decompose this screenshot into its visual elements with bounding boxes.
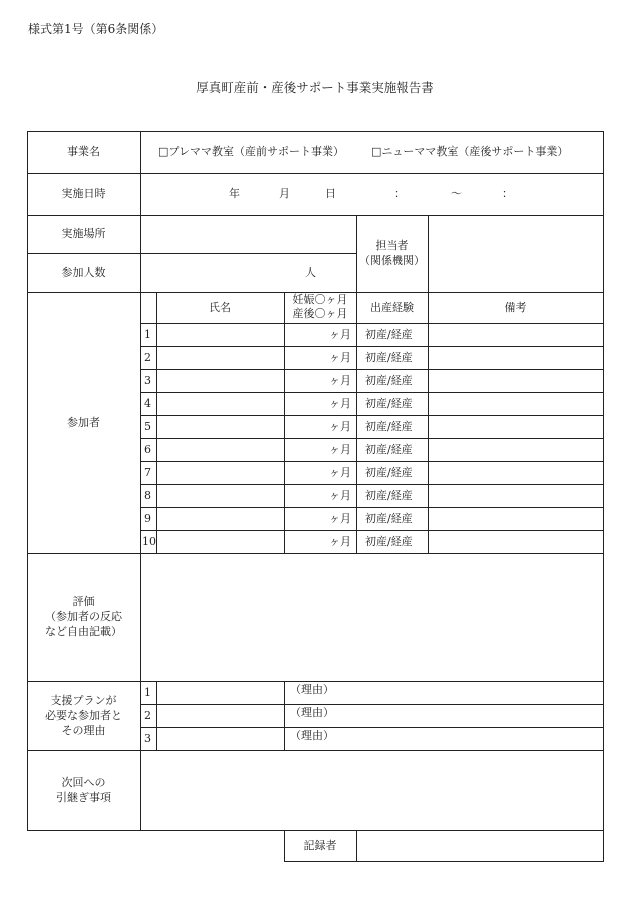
- row-number: 3: [144, 374, 151, 387]
- month-unit: ヶ月: [329, 489, 351, 502]
- birth-experience[interactable]: 初産/経産: [365, 489, 413, 502]
- birth-experience[interactable]: 初産/経産: [365, 420, 413, 433]
- row-line: [140, 369, 604, 370]
- row-number: 4: [144, 397, 151, 410]
- col-name-header: 氏名: [209, 301, 231, 314]
- row-number: 1: [144, 328, 151, 341]
- birth-experience[interactable]: 初産/経産: [365, 443, 413, 456]
- support-line1: 支援プランが: [50, 694, 117, 707]
- month-unit: ヶ月: [329, 512, 351, 525]
- row-line: [27, 553, 604, 554]
- col-remarks-header: 備考: [504, 301, 527, 314]
- no-column-divider: [156, 292, 157, 553]
- birth-experience[interactable]: 初産/経産: [365, 466, 413, 479]
- reason-label: （理由）: [290, 706, 334, 719]
- row-number: 2: [144, 351, 151, 364]
- row-number: 3: [144, 732, 151, 745]
- support-no-divider: [156, 681, 157, 750]
- birth-experience[interactable]: 初産/経産: [365, 397, 413, 410]
- month-unit: ヶ月: [329, 535, 351, 548]
- birth-experience[interactable]: 初産/経産: [365, 374, 413, 387]
- project-label: 事業名: [67, 145, 100, 158]
- row-line: [140, 507, 604, 508]
- support-name-divider: [284, 681, 285, 750]
- col-birth-header: 出産経験: [370, 301, 414, 314]
- month-unit: ヶ月: [329, 351, 351, 364]
- row-line: [140, 530, 604, 531]
- label-column-divider: [140, 131, 141, 831]
- end-time-colon: ：: [502, 187, 513, 200]
- row-number: 2: [144, 709, 151, 722]
- month-column-divider: [356, 292, 357, 553]
- person-in-charge-line2: （関係機関）: [359, 254, 425, 267]
- row-number: 7: [144, 466, 151, 479]
- row-line: [140, 484, 604, 485]
- row-line: [27, 253, 356, 254]
- year-unit: 年: [229, 187, 240, 200]
- row-line: [140, 415, 604, 416]
- handover-line2: 引継ぎ事項: [56, 791, 111, 804]
- participants-label: 参加者: [67, 416, 100, 429]
- row-line: [284, 861, 604, 862]
- birth-column-divider: [428, 292, 429, 553]
- evaluation-line1: 評価: [72, 595, 95, 608]
- row-number: 10: [142, 535, 156, 548]
- charge-divider-right: [428, 215, 429, 292]
- row-line: [140, 727, 604, 728]
- name-column-divider: [284, 292, 285, 553]
- birth-experience[interactable]: 初産/経産: [365, 351, 413, 364]
- month-unit: ヶ月: [329, 374, 351, 387]
- row-number: 9: [144, 512, 151, 525]
- person-in-charge-label: [356, 238, 428, 268]
- month-unit: ヶ月: [329, 443, 351, 456]
- row-line: [27, 173, 604, 174]
- border-right: [603, 131, 604, 862]
- support-line3: その理由: [61, 724, 106, 737]
- support-plan-label: [27, 693, 140, 738]
- count-label: 参加人数: [61, 266, 106, 279]
- col-month-line2: 産後〇ヶ月: [292, 307, 348, 320]
- month-unit: 月: [279, 187, 290, 200]
- month-unit: ヶ月: [329, 466, 351, 479]
- month-unit: ヶ月: [329, 420, 351, 433]
- col-month-line1: 妊娠〇ヶ月: [292, 293, 348, 306]
- reason-label: （理由）: [290, 683, 334, 696]
- row-line: [140, 323, 604, 324]
- month-unit: ヶ月: [329, 328, 351, 341]
- date-label: 実施日時: [61, 187, 106, 200]
- col-month-header: [284, 293, 356, 321]
- handover-line1: 次回への: [61, 776, 106, 789]
- start-time-colon: ：: [394, 187, 405, 200]
- row-line: [140, 346, 604, 347]
- row-number: 8: [144, 489, 151, 502]
- time-range-tilde: 〜: [451, 187, 462, 200]
- birth-experience[interactable]: 初産/経産: [365, 512, 413, 525]
- row-line: [27, 131, 604, 132]
- recorder-label: 記録者: [303, 839, 337, 852]
- reason-label: （理由）: [290, 729, 334, 742]
- day-unit: 日: [325, 187, 336, 200]
- row-number: 1: [144, 686, 151, 699]
- person-in-charge-line1: 担当者: [375, 239, 409, 252]
- row-line: [27, 830, 604, 831]
- count-unit: 人: [305, 266, 316, 279]
- handover-label: [27, 775, 140, 805]
- recorder-box-divider: [356, 830, 357, 862]
- month-unit: ヶ月: [329, 397, 351, 410]
- row-line: [27, 681, 604, 682]
- row-number: 6: [144, 443, 151, 456]
- evaluation-line3: など自由記載）: [45, 625, 122, 638]
- support-line2: 必要な参加者と: [45, 709, 122, 722]
- evaluation-label: [27, 594, 140, 639]
- birth-experience[interactable]: 初産/経産: [365, 535, 413, 548]
- place-label: 実施場所: [61, 227, 106, 240]
- row-line: [140, 392, 604, 393]
- prenatal-class-checkbox-label[interactable]: □プレママ教室（産前サポート事業）: [158, 145, 344, 158]
- row-line: [140, 704, 604, 705]
- page-title: 厚真町産前・産後サポート事業実施報告書: [196, 80, 434, 95]
- row-line: [140, 438, 604, 439]
- row-number: 5: [144, 420, 151, 433]
- evaluation-line2: （参加者の反応: [45, 610, 122, 623]
- row-line: [27, 750, 604, 751]
- birth-experience[interactable]: 初産/経産: [365, 328, 413, 341]
- postnatal-class-checkbox-label[interactable]: □ニューママ教室（産後サポート事業）: [371, 145, 569, 158]
- row-line: [140, 461, 604, 462]
- row-line: [27, 215, 604, 216]
- form-number: 様式第1号（第6条関係）: [28, 22, 164, 36]
